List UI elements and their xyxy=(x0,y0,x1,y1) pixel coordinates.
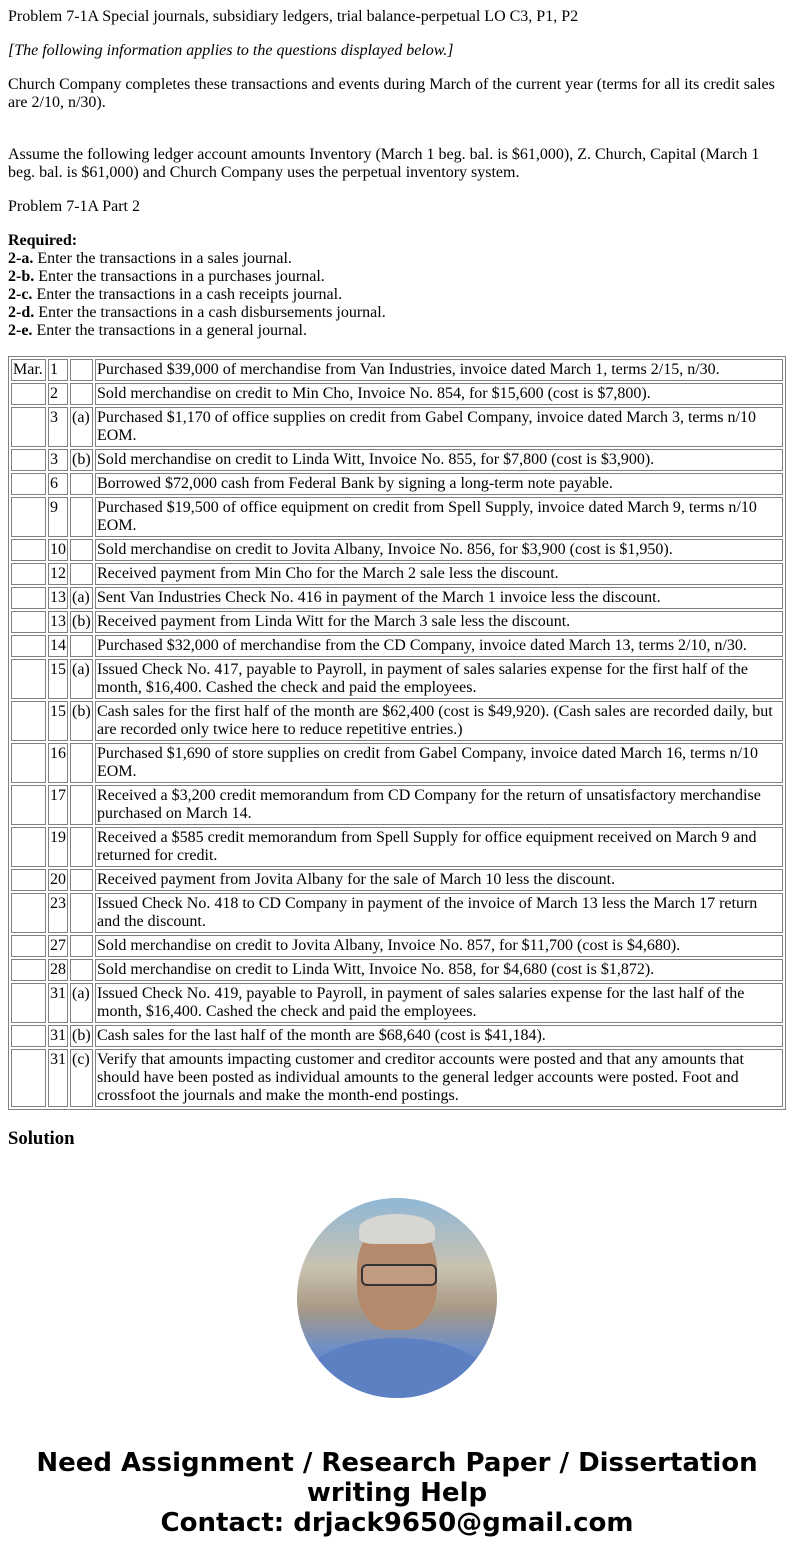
problem-title: Problem 7-1A Special journals, subsidiary ledgers, trial balance-perpetual LO C3, P1, P2 xyxy=(8,8,579,25)
sub-cell: (b) xyxy=(70,449,93,471)
sub-cell: (b) xyxy=(70,611,93,633)
sub-cell xyxy=(70,359,93,381)
required-key: 2-b. xyxy=(8,268,35,285)
day-cell: 12 xyxy=(48,563,68,585)
sub-cell: (b) xyxy=(70,701,93,741)
sub-cell xyxy=(70,539,93,561)
description-cell: Purchased $1,690 of store supplies on credit from Gabel Company, invoice dated March 16, terms n/10 EOM. xyxy=(95,743,783,783)
sub-cell xyxy=(70,635,93,657)
table-row xyxy=(11,959,783,981)
description-cell: Sold merchandise on credit to Jovita Albany, Invoice No. 857, for $11,700 (cost is $4,680). xyxy=(95,935,783,957)
required-item: Enter the transactions in a cash disbursements journal. xyxy=(34,304,386,321)
description-cell: Sold merchandise on credit to Linda Witt, Invoice No. 858, for $4,680 (cost is $1,872). xyxy=(95,959,783,981)
day-cell: 20 xyxy=(48,869,68,891)
month-cell: Mar. xyxy=(11,359,46,381)
contact-text: Contact: drjack9650@gmail.com xyxy=(160,1508,634,1538)
table-row xyxy=(11,383,783,405)
month-cell xyxy=(11,587,46,609)
table-row xyxy=(11,893,783,933)
table-row xyxy=(11,473,783,495)
contact-banner xyxy=(8,1448,786,1538)
required-key: 2-a. xyxy=(8,250,34,267)
required-item: Enter the transactions in a purchases journal. xyxy=(34,268,325,285)
description-cell: Purchased $39,000 of merchandise from Van Industries, invoice dated March 1, terms 2/15, n/30. xyxy=(95,359,783,381)
sub-cell xyxy=(70,893,93,933)
month-cell xyxy=(11,827,46,867)
intro-text: Church Company completes these transactions and events during March of the current year (terms for all its credit sales are 2/10, n/30). xyxy=(8,76,775,111)
description-cell: Sold merchandise on credit to Jovita Albany, Invoice No. 856, for $3,900 (cost is $1,950). xyxy=(95,539,783,561)
day-cell: 1 xyxy=(48,359,68,381)
day-cell: 13 xyxy=(48,611,68,633)
description-cell: Received payment from Jovita Albany for the sale of March 10 less the discount. xyxy=(95,869,783,891)
table-row xyxy=(11,869,783,891)
description-cell: Purchased $1,170 of office supplies on credit from Gabel Company, invoice dated March 3, terms n/10 EOM. xyxy=(95,407,783,447)
required-key: 2-d. xyxy=(8,304,35,321)
month-cell xyxy=(11,407,46,447)
sub-cell xyxy=(70,959,93,981)
table-row xyxy=(11,611,783,633)
month-cell xyxy=(11,473,46,495)
day-cell: 27 xyxy=(48,935,68,957)
description-cell: Received a $585 credit memorandum from Spell Supply for office equipment received on March 9 and returned for credit. xyxy=(95,827,783,867)
description-cell: Issued Check No. 418 to CD Company in payment of the invoice of March 13 less the March 17 return and the discount. xyxy=(95,893,783,933)
description-cell: Purchased $19,500 of office equipment on credit from Spell Supply, invoice dated March 9, terms n/10 EOM. xyxy=(95,497,783,537)
month-cell xyxy=(11,893,46,933)
sub-cell xyxy=(70,869,93,891)
table-row xyxy=(11,785,783,825)
table-row xyxy=(11,635,783,657)
table-row xyxy=(11,407,783,447)
sub-cell xyxy=(70,473,93,495)
month-cell xyxy=(11,1049,46,1107)
table-row xyxy=(11,587,783,609)
month-cell xyxy=(11,935,46,957)
month-cell xyxy=(11,743,46,783)
description-cell: Cash sales for the last half of the month are $68,640 (cost is $41,184). xyxy=(95,1025,783,1047)
table-row xyxy=(11,449,783,471)
table-row xyxy=(11,935,783,957)
month-cell xyxy=(11,869,46,891)
month-cell xyxy=(11,635,46,657)
transactions-table xyxy=(8,356,786,1110)
table-row xyxy=(11,827,783,867)
table-row xyxy=(11,563,783,585)
sub-cell: (c) xyxy=(70,1049,93,1107)
description-cell: Purchased $32,000 of merchandise from the CD Company, invoice dated March 13, terms 2/10, n/30. xyxy=(95,635,783,657)
day-cell: 31 xyxy=(48,1025,68,1047)
table-row xyxy=(11,1025,783,1047)
month-cell xyxy=(11,659,46,699)
sub-cell: (a) xyxy=(70,983,93,1023)
sub-cell: (a) xyxy=(70,587,93,609)
day-cell: 19 xyxy=(48,827,68,867)
table-row xyxy=(11,359,783,381)
day-cell: 31 xyxy=(48,983,68,1023)
day-cell: 16 xyxy=(48,743,68,783)
table-row xyxy=(11,1049,783,1107)
day-cell: 6 xyxy=(48,473,68,495)
day-cell: 23 xyxy=(48,893,68,933)
sub-cell xyxy=(70,785,93,825)
sub-cell xyxy=(70,563,93,585)
required-item: Enter the transactions in a general journal. xyxy=(32,322,307,339)
day-cell: 31 xyxy=(48,1049,68,1107)
description-cell: Verify that amounts impacting customer and creditor accounts were posted and that any amounts that should have been posted as individual amounts to the general ledger accounts were posted. Foot and crossfoot the journals and make the month-end postings. xyxy=(95,1049,783,1107)
description-cell: Received a $3,200 credit memorandum from CD Company for the return of unsatisfactory merchandise purchased on March 14. xyxy=(95,785,783,825)
sub-cell: (a) xyxy=(70,407,93,447)
sub-cell xyxy=(70,827,93,867)
table-row xyxy=(11,701,783,741)
month-cell xyxy=(11,959,46,981)
table-row xyxy=(11,743,783,783)
day-cell: 9 xyxy=(48,497,68,537)
day-cell: 17 xyxy=(48,785,68,825)
description-cell: Received payment from Min Cho for the March 2 sale less the discount. xyxy=(95,563,783,585)
sub-cell xyxy=(70,743,93,783)
help-text: Need Assignment / Research Paper / Dissertation writing Help xyxy=(36,1448,758,1508)
part-label: Problem 7-1A Part 2 xyxy=(8,198,140,215)
description-cell: Cash sales for the first half of the month are $62,400 (cost is $49,920). (Cash sales are recorded daily, but are recorded only twice here to reduce repetitive entries.) xyxy=(95,701,783,741)
day-cell: 10 xyxy=(48,539,68,561)
description-cell: Sent Van Industries Check No. 416 in payment of the March 1 invoice less the discount. xyxy=(95,587,783,609)
month-cell xyxy=(11,701,46,741)
month-cell xyxy=(11,563,46,585)
info-note: [The following information applies to the questions displayed below.] xyxy=(8,42,454,59)
description-cell: Sold merchandise on credit to Linda Witt, Invoice No. 855, for $7,800 (cost is $3,900). xyxy=(95,449,783,471)
month-cell xyxy=(11,1025,46,1047)
assumption-text: Assume the following ledger account amounts Inventory (March 1 beg. bal. is $61,000), Z. Church, Capital (March 1 beg. bal. is $61,000) and Church Company uses the perpetual inventory system. xyxy=(8,146,760,181)
month-cell xyxy=(11,785,46,825)
day-cell: 14 xyxy=(48,635,68,657)
required-key: 2-c. xyxy=(8,286,33,303)
table-row xyxy=(11,983,783,1023)
month-cell xyxy=(11,611,46,633)
day-cell: 15 xyxy=(48,659,68,699)
month-cell xyxy=(11,497,46,537)
month-cell xyxy=(11,449,46,471)
required-item: Enter the transactions in a sales journal. xyxy=(33,250,292,267)
day-cell: 13 xyxy=(48,587,68,609)
description-cell: Sold merchandise on credit to Min Cho, Invoice No. 854, for $15,600 (cost is $7,800). xyxy=(95,383,783,405)
month-cell xyxy=(11,983,46,1023)
author-photo xyxy=(297,1198,497,1398)
sub-cell xyxy=(70,383,93,405)
sub-cell xyxy=(70,497,93,537)
table-row xyxy=(11,539,783,561)
required-list xyxy=(8,232,786,340)
sub-cell: (a) xyxy=(70,659,93,699)
day-cell: 28 xyxy=(48,959,68,981)
sub-cell xyxy=(70,935,93,957)
required-item: Enter the transactions in a cash receipts journal. xyxy=(32,286,343,303)
required-key: 2-e. xyxy=(8,322,33,339)
day-cell: 15 xyxy=(48,701,68,741)
day-cell: 3 xyxy=(48,449,68,471)
table-row xyxy=(11,497,783,537)
description-cell: Issued Check No. 419, payable to Payroll, in payment of sales salaries expense for the last half of the month, $16,400. Cashed the check and paid the employees. xyxy=(95,983,783,1023)
description-cell: Received payment from Linda Witt for the March 3 sale less the discount. xyxy=(95,611,783,633)
solution-heading: Solution xyxy=(8,1128,75,1149)
description-cell: Borrowed $72,000 cash from Federal Bank by signing a long-term note payable. xyxy=(95,473,783,495)
month-cell xyxy=(11,539,46,561)
required-label: Required: xyxy=(8,232,78,249)
table-row xyxy=(11,659,783,699)
month-cell xyxy=(11,383,46,405)
sub-cell: (b) xyxy=(70,1025,93,1047)
description-cell: Issued Check No. 417, payable to Payroll, in payment of sales salaries expense for the first half of the month, $16,400. Cashed the check and paid the employees. xyxy=(95,659,783,699)
day-cell: 2 xyxy=(48,383,68,405)
day-cell: 3 xyxy=(48,407,68,447)
